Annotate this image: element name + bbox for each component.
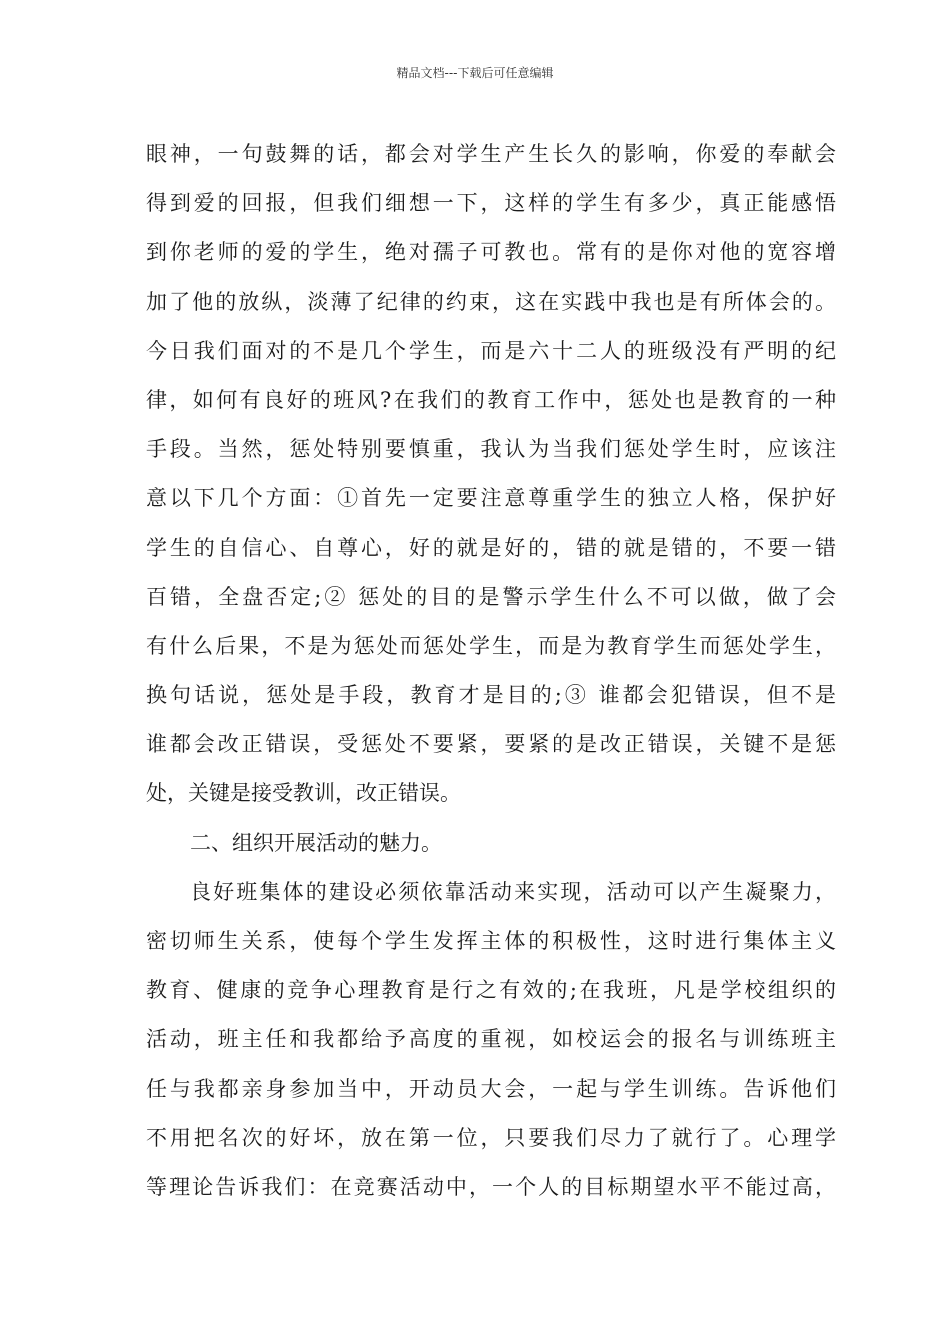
text-line: 密切师生关系，使每个学生发挥主体的积极性，这时进行集体主义 — [146, 929, 836, 953]
text-line: 任与我都亲身参加当中，开动员大会，一起与学生训练。告诉他们 — [146, 1076, 836, 1101]
text-line: 加了他的放纵，淡薄了纪律的约束，这在实践中我也是有所体会的。 — [146, 289, 836, 314]
text-line: 今日我们面对的不是几个学生，而是六十二人的班级没有严明的纪 — [146, 338, 836, 363]
text-line: 换句话说，惩处是手段，教育才是目的;③ 谁都会犯错误，但不是 — [146, 683, 836, 708]
text-line: 学生的自信心、自尊心，好的就是好的，错的就是错的，不要一错 — [146, 535, 836, 560]
document-body — [146, 130, 836, 1212]
section-heading: 二、组织开展活动的魅力。 — [190, 830, 442, 855]
text-line: 眼神，一句鼓舞的话，都会对学生产生长久的影响，你爱的奉献会 — [146, 142, 836, 166]
text-line: 得到爱的回报，但我们细想一下，这样的学生有多少，真正能感悟 — [146, 191, 836, 216]
page-header: 精品文档---下载后可任意编辑 — [396, 66, 554, 80]
text-line: 等理论告诉我们：在竞赛活动中，一个人的目标期望水平不能过高， — [146, 1174, 836, 1199]
text-line: 活动，班主任和我都给予高度的重视，如校运会的报名与训练班主 — [146, 1027, 836, 1052]
text-line: 有什么后果，不是为惩处而惩处学生，而是为教育学生而惩处学生， — [146, 633, 836, 658]
text-line: 不用把名次的好坏，放在第一位，只要我们尽力了就行了。心理学 — [146, 1125, 836, 1150]
text-line: 律，如何有良好的班风?在我们的教育工作中，惩处也是教育的一种 — [146, 387, 836, 412]
text-line: 良好班集体的建设必须依靠活动来实现，活动可以产生凝聚力， — [190, 879, 836, 904]
text-line: 百错，全盘否定;② 惩处的目的是警示学生什么不可以做，做了会 — [146, 584, 836, 609]
text-line: 手段。当然，惩处特别要慎重，我认为当我们惩处学生时，应该注 — [146, 437, 836, 462]
text-line: 谁都会改正错误，受惩处不要紧，要紧的是改正错误，关键不是惩 — [146, 732, 836, 757]
text-line: 到你老师的爱的学生，绝对孺子可教也。常有的是你对他的宽容增 — [146, 240, 836, 265]
text-line: 处，关键是接受教训，改正错误。 — [146, 781, 461, 806]
text-line: 意以下几个方面：①首先一定要注意尊重学生的独立人格，保护好 — [146, 486, 836, 511]
text-line: 教育、健康的竞争心理教育是行之有效的;在我班，凡是学校组织的 — [146, 978, 836, 1003]
